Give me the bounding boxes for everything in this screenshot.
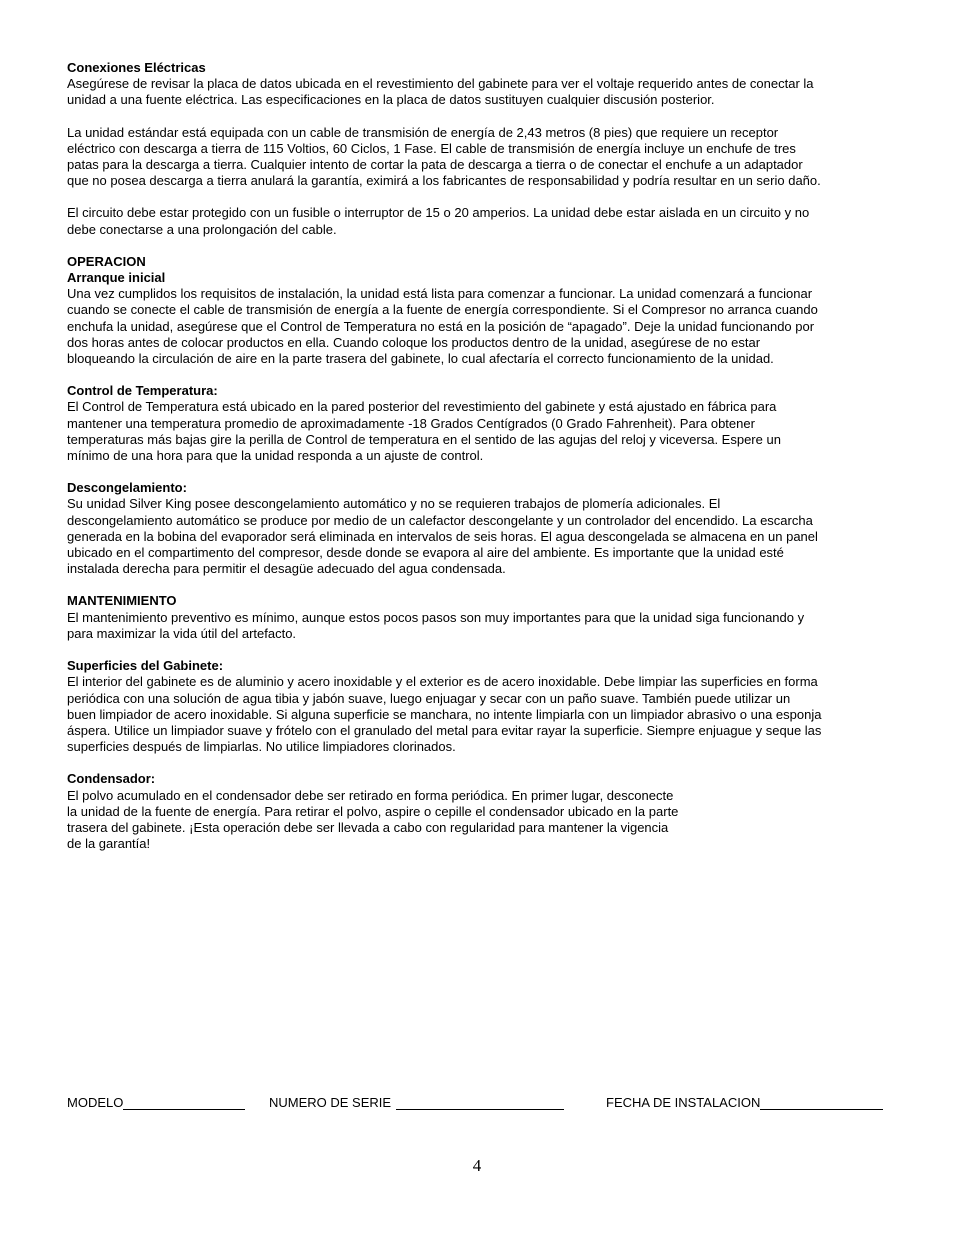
superficies-paragraph: El interior del gabinete es de aluminio y acero inoxidable y el exterior es de acero inoxidable. Debe limpiar las superficies en forma periódica con una solución de agua tibia y jabón suave, luego enjuagar y secar con un paño suave. También puede utilizar un buen limpiador de acero inoxidable. Si alguna superficie se manchara, no intente limpiarla con un limpiador abrasivo o una esponja áspera. Utilice un limpiador suave y frótelo con el granulado del metal para evitar rayar la superficie. Siempre enjuague y seque las superficies después de limpiarlas. No utilice limpiadores clorinados.: [67, 674, 822, 755]
control-temperatura-paragraph: El Control de Temperatura está ubicado en la pared posterior del revestimiento del gabinete y está ajustado en fábrica para mantener una temperatura promedio de aproximadamente -18 Grados Centígrados (0 Grado Fahrenheit). Para obtener temperaturas más bajas gire la perilla de Control de temperatura en el sentido de las agujas del reloj y viceversa. Espere un mínimo de una hora para que la unidad responda a un ajuste de control.: [67, 399, 781, 464]
mantenimiento-heading: MANTENIMIENTO: [67, 593, 177, 609]
fecha-field: [606, 1094, 883, 1110]
condensador-section: [67, 771, 897, 852]
modelo-blank-line[interactable]: [123, 1094, 245, 1110]
modelo-field: [67, 1094, 245, 1110]
condensador-heading: Condensador:: [67, 771, 156, 787]
operacion-section: [67, 254, 897, 367]
page-number: 4: [472, 1156, 482, 1175]
conexiones-paragraph-3: El circuito debe estar protegido con un fusible o interruptor de 15 o 20 amperios. La unidad debe estar aislada en un circuito y no debe conectarse a una prolongación del cable.: [67, 205, 810, 237]
control-temperatura-section: [67, 383, 897, 464]
conexiones-section: [67, 60, 897, 109]
superficies-heading: Superficies del Gabinete:: [67, 658, 224, 674]
fecha-blank-line[interactable]: [760, 1094, 883, 1110]
serie-label: NUMERO DE SERIE: [269, 1095, 392, 1110]
arranque-heading: Arranque inicial: [67, 270, 166, 286]
registration-form-row: [67, 1094, 898, 1114]
conexiones-paragraph-2: La unidad estándar está equipada con un cable de transmisión de energía de 2,43 metros (8 pies) que requiere un receptor eléctrico con descarga a tierra de 115 Voltios, 60 Ciclos, 1 Fase. El cable de transmisión de energía incluye un enchufe de tres patas para la descarga a tierra. Cualquier intento de cortar la pata de descarga a tierra o de conectar el enchufe a un adaptador que no posea descarga a tierra anulará la garantía, eximirá a los fabricantes de responsabilidad y podría resultar en un serio daño.: [67, 124, 821, 189]
serie-field: [269, 1094, 564, 1110]
superficies-section: [67, 658, 897, 755]
document-body: [67, 60, 897, 868]
operacion-heading: OPERACION: [67, 253, 146, 269]
control-temperatura-heading: Control de Temperatura:: [67, 383, 218, 399]
modelo-label: MODELO: [67, 1095, 124, 1110]
conexiones-heading: Conexiones Eléctricas: [67, 60, 206, 75]
descongelamiento-heading: Descongelamiento:: [67, 480, 187, 496]
mantenimiento-section: [67, 593, 897, 642]
mantenimiento-paragraph: El mantenimiento preventivo es mínimo, aunque estos pocos pasos son muy importantes para que la unidad siga funcionando y para maximizar la vida útil del artefacto.: [67, 609, 805, 641]
descongelamiento-paragraph: Su unidad Silver King posee descongelamiento automático y no se requieren trabajos de plomería adicionales. El descongelamiento automático se produce por medio de un calefactor descongelante y un controlador del encendido. La escarcha generada en la bobina del evaporador será eliminada en intervalos de seis horas. El agua descongelada se almacena en un panel ubicado en el compartimento del compresor, desde donde se evapora al aire del ambiente. Es importante que la unidad esté instalada derecha para permitir el desagüe adecuado del agua condensada.: [67, 496, 818, 577]
condensador-paragraph: El polvo acumulado en el condensador debe ser retirado en forma periódica. En primer lugar, desconecte la unidad de la fuente de energía. Para retirar el polvo, aspire o cepille el condensador ubicado en la parte trasera del gabinete. ¡Esta operación debe ser llevada a cabo con regularidad para mantener la vigencia de la garantía!: [67, 787, 679, 852]
arranque-paragraph: Una vez cumplidos los requisitos de instalación, la unidad está lista para comenzar a funcionar. La unidad comenzará a funcionar cuando se conecte el cable de transmisión de energía a la fuente de energía correspondiente. Si el Compresor no arranca cuando enchufa la unidad, asegúrese que el Control de Temperatura no está en la posición de “apagado”. Deje la unidad funcionando por dos horas antes de colocar productos en ella. Cuando coloque los productos dentro de la unidad, asegúrese de no estar bloqueando la circulación de aire en la parte trasera del gabinete, lo cual afectaría el correcto funcionamiento de la unidad.: [67, 286, 818, 367]
serie-blank-line[interactable]: [396, 1094, 564, 1110]
conexiones-paragraph-1: Asegúrese de revisar la placa de datos ubicada en el revestimiento del gabinete para ver el voltaje requerido antes de conectar la unidad a una fuente eléctrica. Las especificaciones en la placa de datos sustituyen cualquier discusión posterior.: [67, 76, 814, 108]
fecha-label: FECHA DE INSTALACION: [606, 1095, 761, 1110]
descongelamiento-section: [67, 480, 897, 577]
